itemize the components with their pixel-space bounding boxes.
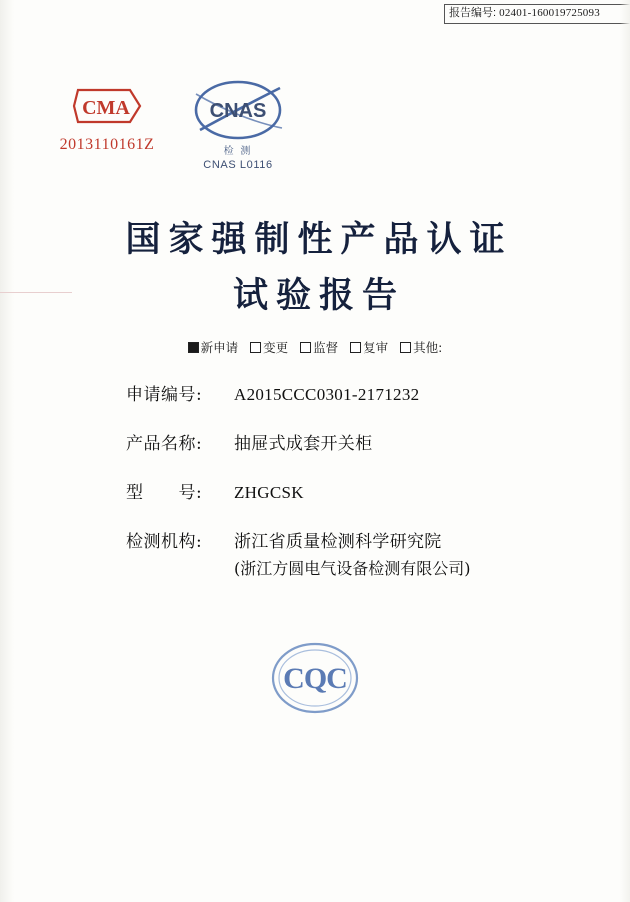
checkbox-empty-icon[interactable] bbox=[250, 342, 261, 353]
checkbox-empty-icon[interactable] bbox=[400, 342, 411, 353]
page-title-line2: 试验报告 bbox=[232, 275, 405, 316]
field-label-model: 型 号: bbox=[126, 483, 203, 503]
field-product-name bbox=[0, 429, 630, 454]
field-label-application-no: 申请编号: bbox=[126, 385, 203, 405]
report-number-label: 报告编号: bbox=[449, 7, 497, 19]
checkbox-empty-icon[interactable] bbox=[300, 342, 311, 353]
checkbox-empty-icon[interactable] bbox=[350, 342, 361, 353]
application-type-label-4: 其他: bbox=[413, 340, 443, 355]
cqc-seal bbox=[0, 636, 630, 729]
cma-icon bbox=[72, 88, 142, 124]
svg-text:CNAS: CNAS bbox=[209, 100, 267, 122]
application-type-label-2: 监督 bbox=[313, 340, 339, 355]
svg-text:CQC: CQC bbox=[283, 662, 347, 695]
report-number-value: 02401-160019725093 bbox=[499, 7, 600, 19]
field-label-product-name: 产品名称: bbox=[126, 434, 203, 454]
svg-text:CMA: CMA bbox=[82, 97, 130, 119]
application-type-option-3[interactable] bbox=[350, 338, 388, 356]
application-type-option-0[interactable] bbox=[188, 338, 239, 356]
field-value-testing-institution: 浙江省质量检测科学研究院 bbox=[234, 532, 442, 552]
field-value-testing-institution-sub: (浙江方圆电气设备检测有限公司) bbox=[234, 559, 471, 578]
cnas-icon bbox=[186, 78, 290, 146]
cnas-mark-block bbox=[178, 78, 298, 171]
application-type-label-1: 变更 bbox=[263, 340, 289, 355]
field-value-model: ZHGCSK bbox=[234, 483, 304, 502]
cnas-code: CNAS L0116 bbox=[203, 159, 273, 171]
application-type-option-2[interactable] bbox=[300, 338, 338, 356]
cma-mark-block bbox=[44, 88, 170, 154]
field-label-testing-institution: 检测机构: bbox=[126, 532, 203, 552]
cnas-subtitle: 检 测 bbox=[223, 146, 253, 157]
application-type-option-4[interactable] bbox=[400, 338, 442, 356]
application-type-label-0: 新申请 bbox=[200, 340, 239, 355]
field-application-no bbox=[0, 380, 630, 405]
checkbox-checked-icon[interactable] bbox=[188, 342, 199, 353]
field-value-product-name: 抽屉式成套开关柜 bbox=[234, 434, 373, 454]
cover-fields bbox=[0, 380, 630, 579]
field-testing-institution bbox=[0, 527, 630, 552]
accreditation-marks bbox=[0, 78, 630, 188]
application-type-row bbox=[0, 338, 630, 356]
report-number-box bbox=[444, 4, 630, 24]
cma-code: 2013110161Z bbox=[59, 136, 155, 153]
field-value-application-no: A2015CCC0301-2171232 bbox=[234, 385, 420, 404]
application-type-label-3: 复审 bbox=[363, 340, 389, 355]
cqc-icon bbox=[263, 636, 367, 724]
field-model bbox=[0, 478, 630, 503]
application-type-option-1[interactable] bbox=[250, 338, 288, 356]
page-title-line1: 国家强制性产品认证 bbox=[125, 219, 513, 260]
